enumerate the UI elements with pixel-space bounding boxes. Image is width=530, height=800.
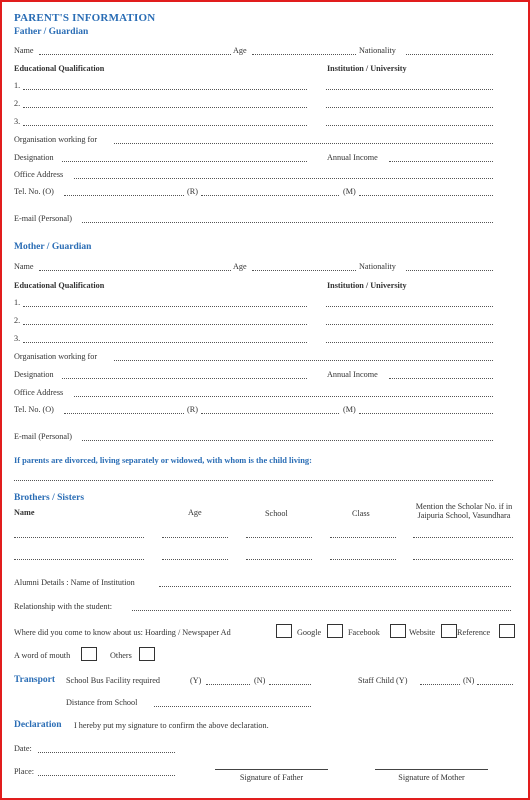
father-inst-1-field[interactable] [326,89,493,90]
father-age-label: Age [233,46,247,55]
father-nationality-field[interactable] [406,54,493,55]
mother-inst-label: Institution / University [327,281,407,290]
father-org-field[interactable] [114,143,493,144]
mother-nationality-field[interactable] [406,270,493,271]
mother-tel-m-label: (M) [343,405,356,414]
staff-n-field[interactable] [477,684,513,685]
google-checkbox[interactable] [327,624,343,638]
source-question: Where did you come to know about us: Hoarding / Newspaper Ad [14,628,231,637]
sibling1-school-field[interactable] [246,537,312,538]
father-inst-label: Institution / University [327,64,407,73]
father-edu-3-field[interactable] [23,125,307,126]
staff-n-label: (N) [463,676,475,685]
mother-edu-2-field[interactable] [23,324,307,325]
place-label: Place: [14,767,35,776]
mother-edu-label: Educational Qualification [14,281,105,290]
father-tel-o-field[interactable] [64,195,184,196]
custody-answer-field[interactable] [14,480,493,481]
siblings-name-header: Name [14,508,35,517]
siblings-scholar-header-line2: Jaipuria School, Vasundhara [417,511,511,520]
mother-edu-3-field[interactable] [23,342,307,343]
father-heading: Father / Guardian [14,27,89,37]
mother-income-field[interactable] [389,378,493,379]
sibling2-class-field[interactable] [330,559,396,560]
place-field[interactable] [38,775,175,776]
sibling2-school-field[interactable] [246,559,312,560]
mother-income-label: Annual Income [327,370,378,379]
siblings-class-header: Class [352,509,370,518]
father-tel-r-label: (R) [187,187,198,196]
mother-age-field[interactable] [252,270,356,271]
mother-signature-label: Signature of Mother [398,773,465,782]
father-org-label: Organisation working for [14,135,98,144]
sibling2-name-field[interactable] [14,559,144,560]
sibling1-scholar-field[interactable] [413,537,513,538]
mother-tel-label: Tel. No. (O) [14,405,54,414]
facebook-checkbox[interactable] [390,624,406,638]
custody-question: If parents are divorced, living separately or widowed, with whom is the child living: [14,456,312,465]
hoarding-checkbox[interactable] [276,624,292,638]
bus-n-label: (N) [254,676,266,685]
relationship-field[interactable] [132,610,511,611]
bus-y-field[interactable] [206,684,250,685]
bus-n-field[interactable] [269,684,311,685]
mother-tel-r-label: (R) [187,405,198,414]
transport-heading: Transport [14,675,55,685]
alumni-label: Alumni Details : Name of Institution [14,578,135,587]
siblings-school-header: School [265,509,288,518]
mother-name-label: Name [14,262,34,271]
mother-nationality-label: Nationality [359,262,396,271]
mother-org-field[interactable] [114,360,493,361]
father-inst-2-field[interactable] [326,107,493,108]
siblings-age-header: Age [188,508,202,517]
date-label: Date: [14,744,32,753]
father-name-label: Name [14,46,34,55]
father-tel-label: Tel. No. (O) [14,187,54,196]
mother-inst-2-field[interactable] [326,324,493,325]
word-of-mouth-checkbox[interactable] [81,647,97,661]
others-checkbox[interactable] [139,647,155,661]
mother-name-field[interactable] [39,270,231,271]
sibling1-class-field[interactable] [330,537,396,538]
website-checkbox[interactable] [441,624,457,638]
father-edu-2-field[interactable] [23,107,307,108]
father-edu-3-label: 3. [14,117,21,126]
sibling1-name-field[interactable] [14,537,144,538]
mother-edu-2-label: 2. [14,316,21,325]
father-designation-field[interactable] [62,161,307,162]
father-income-label: Annual Income [327,153,378,162]
mother-email-label: E-mail (Personal) [14,432,72,441]
mother-edu-3-label: 3. [14,334,21,343]
others-label: Others [110,651,132,660]
declaration-heading: Declaration [14,720,62,730]
father-tel-m-field[interactable] [359,195,493,196]
siblings-scholar-header-line1: Mention the Scholar No. if in [415,502,513,511]
mother-org-label: Organisation working for [14,352,98,361]
father-inst-3-field[interactable] [326,125,493,126]
father-email-field[interactable] [82,222,493,223]
father-tel-r-field[interactable] [201,195,339,196]
father-email-label: E-mail (Personal) [14,214,72,223]
mother-heading: Mother / Guardian [14,242,92,252]
distance-label: Distance from School [66,698,138,707]
staff-child-label: Staff Child (Y) [358,676,408,685]
sibling2-age-field[interactable] [162,559,228,560]
mother-tel-r-field[interactable] [201,413,339,414]
word-of-mouth-label: A word of mouth [14,651,71,660]
bus-y-label: (Y) [190,676,202,685]
mother-email-field[interactable] [82,440,493,441]
mother-tel-m-field[interactable] [359,413,493,414]
website-label: Website [409,628,436,637]
mother-office-label: Office Address [14,388,64,397]
page-title: PARENT'S INFORMATION [14,12,156,24]
mother-inst-3-field[interactable] [326,342,493,343]
father-signature-line[interactable] [215,769,328,770]
mother-designation-field[interactable] [62,378,307,379]
father-edu-2-label: 2. [14,99,21,108]
mother-signature-line[interactable] [375,769,488,770]
declaration-text: I hereby put my signature to confirm the above declaration. [74,721,269,730]
father-edu-1-field[interactable] [23,89,307,90]
father-edu-1-label: 1. [14,81,21,90]
mother-inst-1-field[interactable] [326,306,493,307]
mother-age-label: Age [233,262,247,271]
father-office-field[interactable] [74,178,493,179]
father-income-field[interactable] [389,161,493,162]
reference-checkbox[interactable] [499,624,515,638]
father-signature-label: Signature of Father [239,773,304,782]
father-age-field[interactable] [252,54,356,55]
mother-tel-o-field[interactable] [64,413,184,414]
bus-facility-label: School Bus Facility required [66,676,160,685]
staff-y-field[interactable] [420,684,460,685]
mother-edu-1-field[interactable] [23,306,307,307]
father-designation-label: Designation [14,153,54,162]
google-label: Google [297,628,322,637]
facebook-label: Facebook [348,628,380,637]
sibling2-scholar-field[interactable] [413,559,513,560]
siblings-scholar-header [404,502,524,520]
date-field[interactable] [38,752,175,753]
reference-label: Reference [457,628,491,637]
sibling1-age-field[interactable] [162,537,228,538]
relationship-label: Relationship with the student: [14,602,113,611]
mother-edu-1-label: 1. [14,298,21,307]
siblings-heading: Brothers / Sisters [14,493,85,503]
father-edu-label: Educational Qualification [14,64,105,73]
mother-designation-label: Designation [14,370,54,379]
alumni-field[interactable] [159,586,511,587]
mother-office-field[interactable] [74,396,493,397]
father-nationality-label: Nationality [359,46,396,55]
father-tel-m-label: (M) [343,187,356,196]
father-name-field[interactable] [39,54,231,55]
distance-field[interactable] [154,706,311,707]
father-office-label: Office Address [14,170,64,179]
